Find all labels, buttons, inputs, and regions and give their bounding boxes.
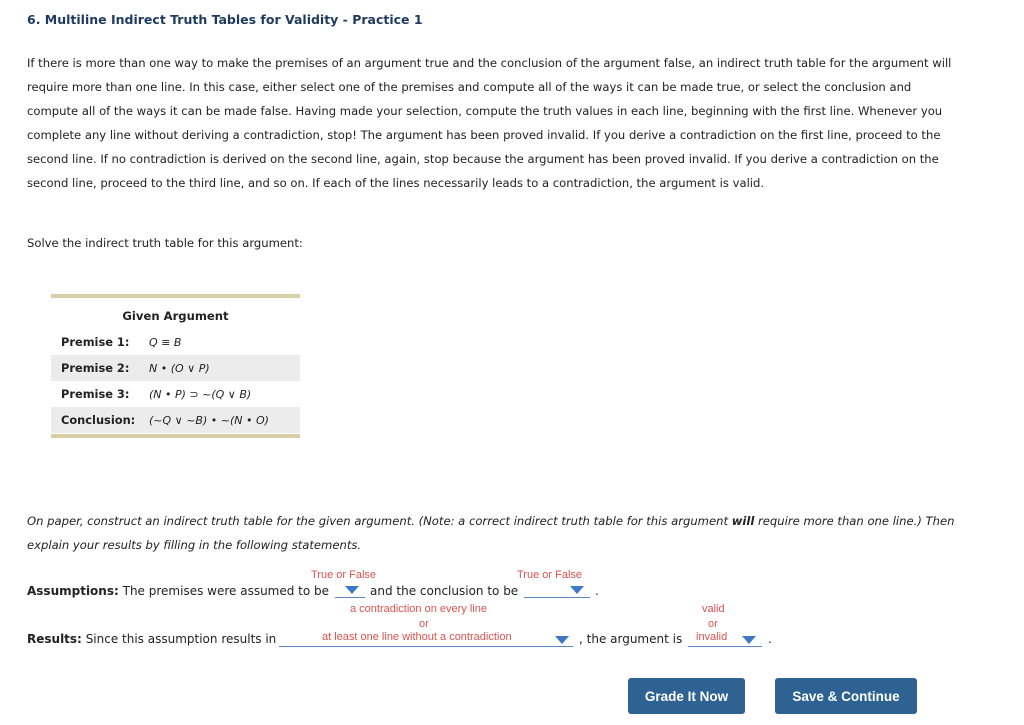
results-dropdown[interactable] bbox=[279, 632, 573, 647]
conclusion-formula: (~Q ∨ ~B) • ~(N • O) bbox=[149, 413, 269, 427]
grade-it-now-button[interactable]: Grade It Now bbox=[628, 678, 745, 714]
premises-truth-options: True or False bbox=[311, 569, 377, 581]
validity-dropdown[interactable] bbox=[688, 632, 762, 647]
note-text-1: On paper, construct an indirect truth table for the given argument. (Note: a correct indirect truth table for this argument bbox=[27, 514, 732, 528]
instructions-paragraph: If there is more than one way to make the premises of an argument true and the conclusion of the argument false, an indirect truth table for the argument will require more than one line. In this case, either select one of the premises and compute all of the ways it can be made true, or select the conclusion and compute all of the ways it can be made false. Having made your selection, compute the truth values in each line, beginning with the first line. Whenever you complete any line without deriving a contradiction, stop! The argument has been proved invalid. If you derive a contradiction on the first line, proceed to the second line. If no contradiction is derived on the second line, again, stop because the argument has been proved invalid. If you derive a contradiction on the second line, proceed to the third line, and so on. If each of the lines necessarily leads to a contradiction, the argument is valid. bbox=[27, 56, 952, 190]
note-emphasis: will bbox=[731, 514, 755, 528]
solve-prompt: Solve the indirect truth table for this argument: bbox=[27, 236, 303, 250]
given-argument-table bbox=[51, 294, 300, 438]
assumptions-text-1: The premises were assumed to be bbox=[122, 584, 330, 598]
assumptions-period: . bbox=[595, 584, 599, 598]
conclusion-row bbox=[51, 407, 300, 433]
results-label: Results: bbox=[27, 632, 82, 646]
results-text-1: Since this assumption results in bbox=[85, 632, 277, 646]
premise-2-label: Premise 2: bbox=[61, 361, 130, 375]
premise-2-formula: N • (O ∨ P) bbox=[149, 361, 210, 375]
results-statement bbox=[27, 632, 276, 646]
premise-3-row bbox=[51, 381, 300, 407]
table-bottom-rule bbox=[51, 434, 300, 438]
results-option-no-contradiction: at least one line without a contradiction bbox=[322, 631, 512, 643]
premises-truth-dropdown[interactable] bbox=[335, 583, 365, 598]
conclusion-truth-options: True or False bbox=[517, 569, 583, 581]
premise-3-label: Premise 3: bbox=[61, 387, 130, 401]
chevron-down-icon bbox=[570, 586, 584, 594]
validity-option-or: or bbox=[708, 618, 718, 630]
conclusion-label: Conclusion: bbox=[61, 413, 136, 427]
validity-option-invalid: invalid bbox=[696, 631, 728, 643]
chevron-down-icon bbox=[345, 586, 359, 594]
note-paragraph bbox=[27, 509, 957, 557]
results-option-contradiction: a contradiction on every line bbox=[350, 603, 487, 615]
note-text-2: require more than one line.) Then explain your results by filling in the following statements. bbox=[27, 514, 955, 552]
assumptions-statement bbox=[27, 584, 329, 598]
save-and-continue-button[interactable]: Save & Continue bbox=[775, 678, 917, 714]
premise-1-label: Premise 1: bbox=[61, 335, 130, 349]
assumptions-text-2: and the conclusion to be bbox=[370, 584, 519, 598]
assumptions-label: Assumptions: bbox=[27, 584, 119, 598]
premise-2-row bbox=[51, 355, 300, 381]
validity-option-valid: valid bbox=[702, 603, 725, 615]
conclusion-truth-dropdown[interactable] bbox=[524, 583, 590, 598]
results-option-or: or bbox=[419, 618, 429, 630]
chevron-down-icon bbox=[742, 636, 756, 644]
chevron-down-icon bbox=[555, 636, 569, 644]
premise-1-formula: Q ≡ B bbox=[149, 335, 182, 349]
premise-1-row bbox=[51, 329, 300, 355]
page-title: 6. Multiline Indirect Truth Tables for Validity - Practice 1 bbox=[27, 12, 423, 27]
results-text-2: , the argument is bbox=[579, 632, 683, 646]
premise-3-formula: (N • P) ⊃ ~(Q ∨ B) bbox=[149, 387, 252, 401]
given-argument-heading: Given Argument bbox=[122, 309, 229, 323]
results-period: . bbox=[768, 632, 772, 646]
